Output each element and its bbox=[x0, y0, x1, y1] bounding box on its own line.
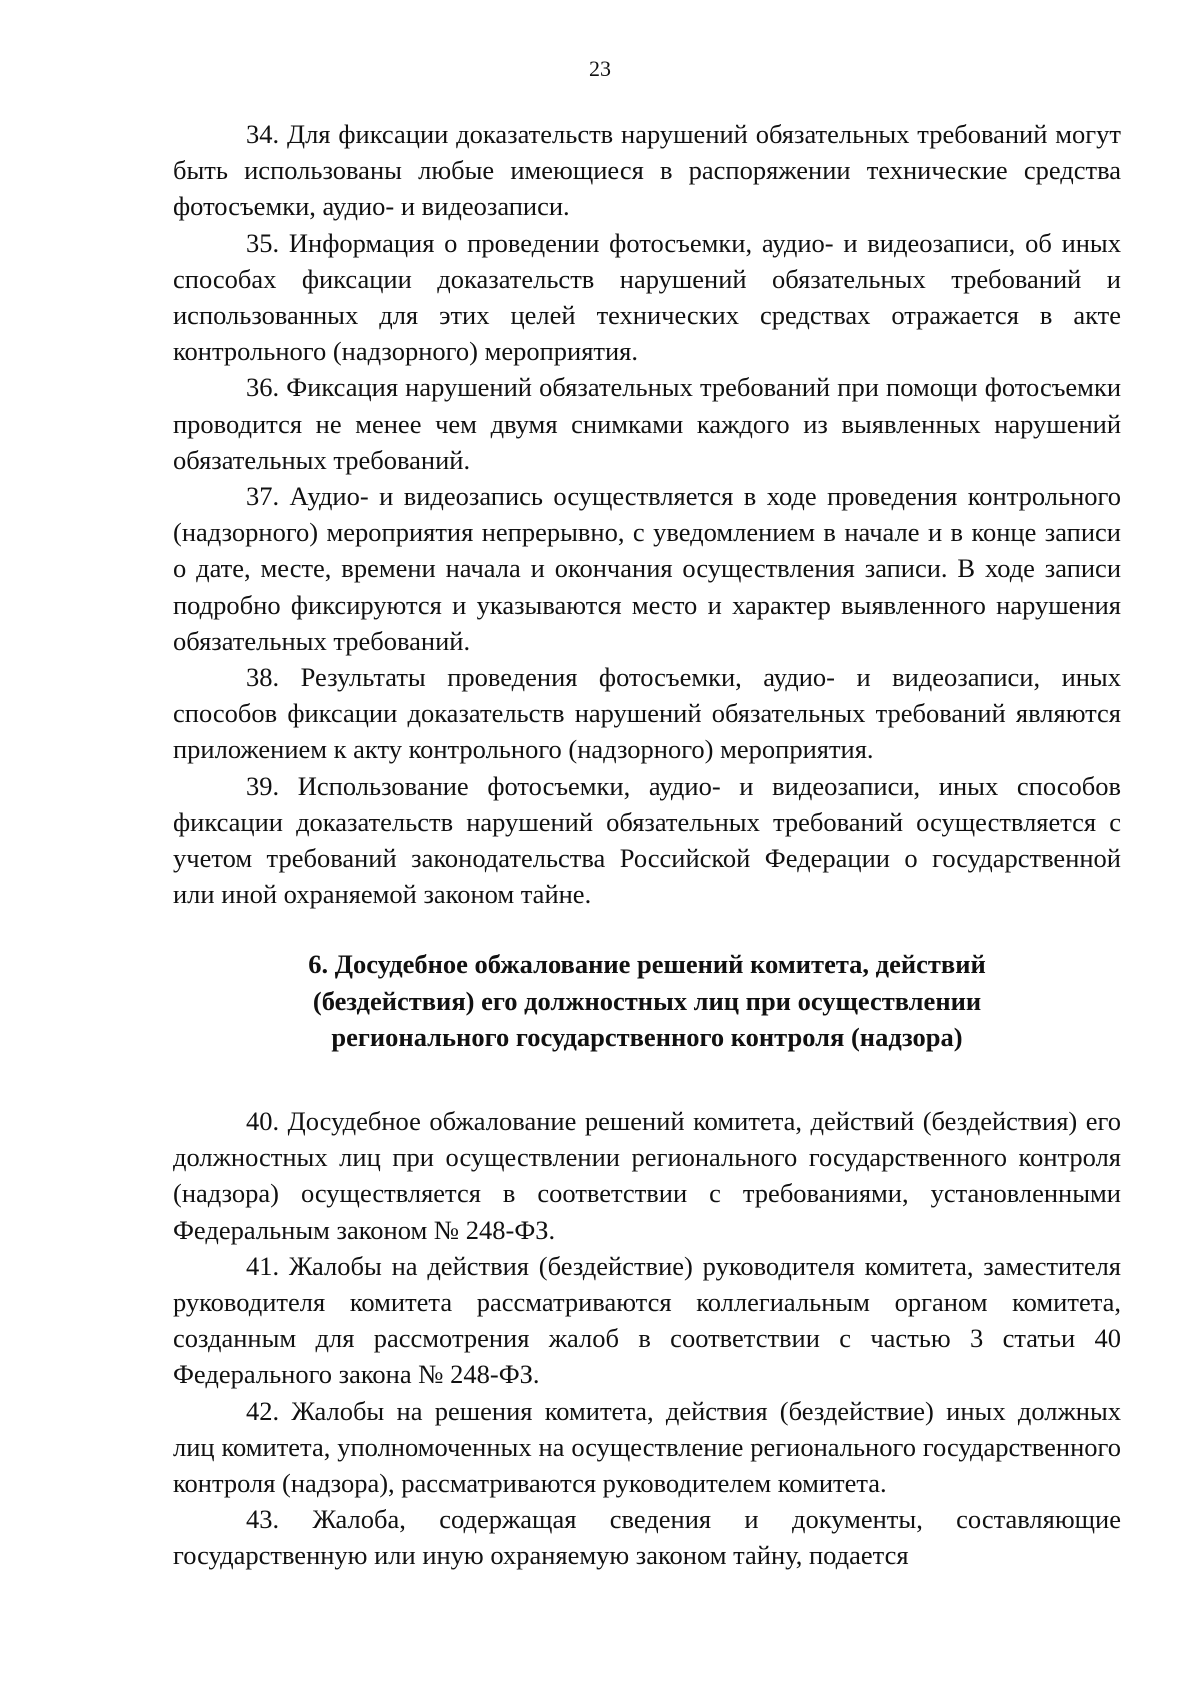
paragraph-39: 39. Использование фотосъемки, аудио- и видеозаписи, иных способов фиксации доказательств нарушений обязательных требований осуществляется с учетом требований законодательства Российской Федерации о государственной или иной охраняемой законом тайне. bbox=[173, 770, 1121, 910]
paragraph-35: 35. Информация о проведении фотосъемки, аудио- и видеозаписи, об иных способах фиксации доказательств нарушений обязательных требований и использованных для этих целей технических средствах отражается в акте контрольного (надзорного) мероприятия. bbox=[173, 227, 1121, 367]
paragraph-41: 41. Жалобы на действия (бездействие) руководителя комитета, заместителя руководителя комитета рассматриваются коллегиальным органом комитета, созданным для рассмотрения жалоб в соответствии с частью 3 статьи 40 Федерального закона № 248-ФЗ. bbox=[173, 1250, 1121, 1390]
section-heading-line: 6. Досудебное обжалование решений комитета, действий bbox=[308, 949, 986, 980]
paragraph-37: 37. Аудио- и видеозапись осуществляется в ходе проведения контрольного (надзорного) мероприятия непрерывно, с уведомлением в начале и в конце записи о дате, месте, времени начала и окончания осуществления записи. В ходе записи подробно фиксируются и указываются место и характер выявленного нарушения обязательных требований. bbox=[173, 481, 1121, 656]
section-heading-line: регионального государственного контроля (надзора) bbox=[331, 1022, 963, 1053]
paragraph-40: 40. Досудебное обжалование решений комитета, действий (бездействия) его должностных лиц при осуществлении регионального государственного контроля (надзора) осуществляется в соответствии с требованиями, установленными Федеральным законом № 248-ФЗ. bbox=[173, 1105, 1121, 1245]
paragraph-42: 42. Жалобы на решения комитета, действия (бездействие) иных должных лиц комитета, уполномоченных на осуществление регионального государственного контроля (надзора), рассматриваются руководителем комитета. bbox=[173, 1395, 1121, 1498]
section-heading-line: (бездействия) его должностных лиц при осуществлении bbox=[312, 985, 982, 1016]
document-body bbox=[173, 116, 1121, 1574]
paragraph-36: 36. Фиксация нарушений обязательных требований при помощи фотосъемки проводится не менее чем двумя снимками каждого из выявленных нарушений обязательных требований. bbox=[173, 372, 1121, 475]
paragraph-38: 38. Результаты проведения фотосъемки, аудио- и видеозаписи, иных способов фиксации доказательств нарушений обязательных требований являются приложением к акту контрольного (надзорного) мероприятия. bbox=[173, 662, 1121, 765]
section-heading bbox=[173, 946, 1121, 1056]
paragraph-34: 34. Для фиксации доказательств нарушений обязательных требований могут быть использованы любые имеющиеся в распоряжении технические средства фотосъемки, аудио- и видеозаписи. bbox=[173, 119, 1121, 222]
page-number: 23 bbox=[589, 56, 611, 81]
paragraph-43: 43. Жалоба, содержащая сведения и документы, составляющие государственную или иную охраняемую законом тайну, подается bbox=[173, 1504, 1121, 1571]
